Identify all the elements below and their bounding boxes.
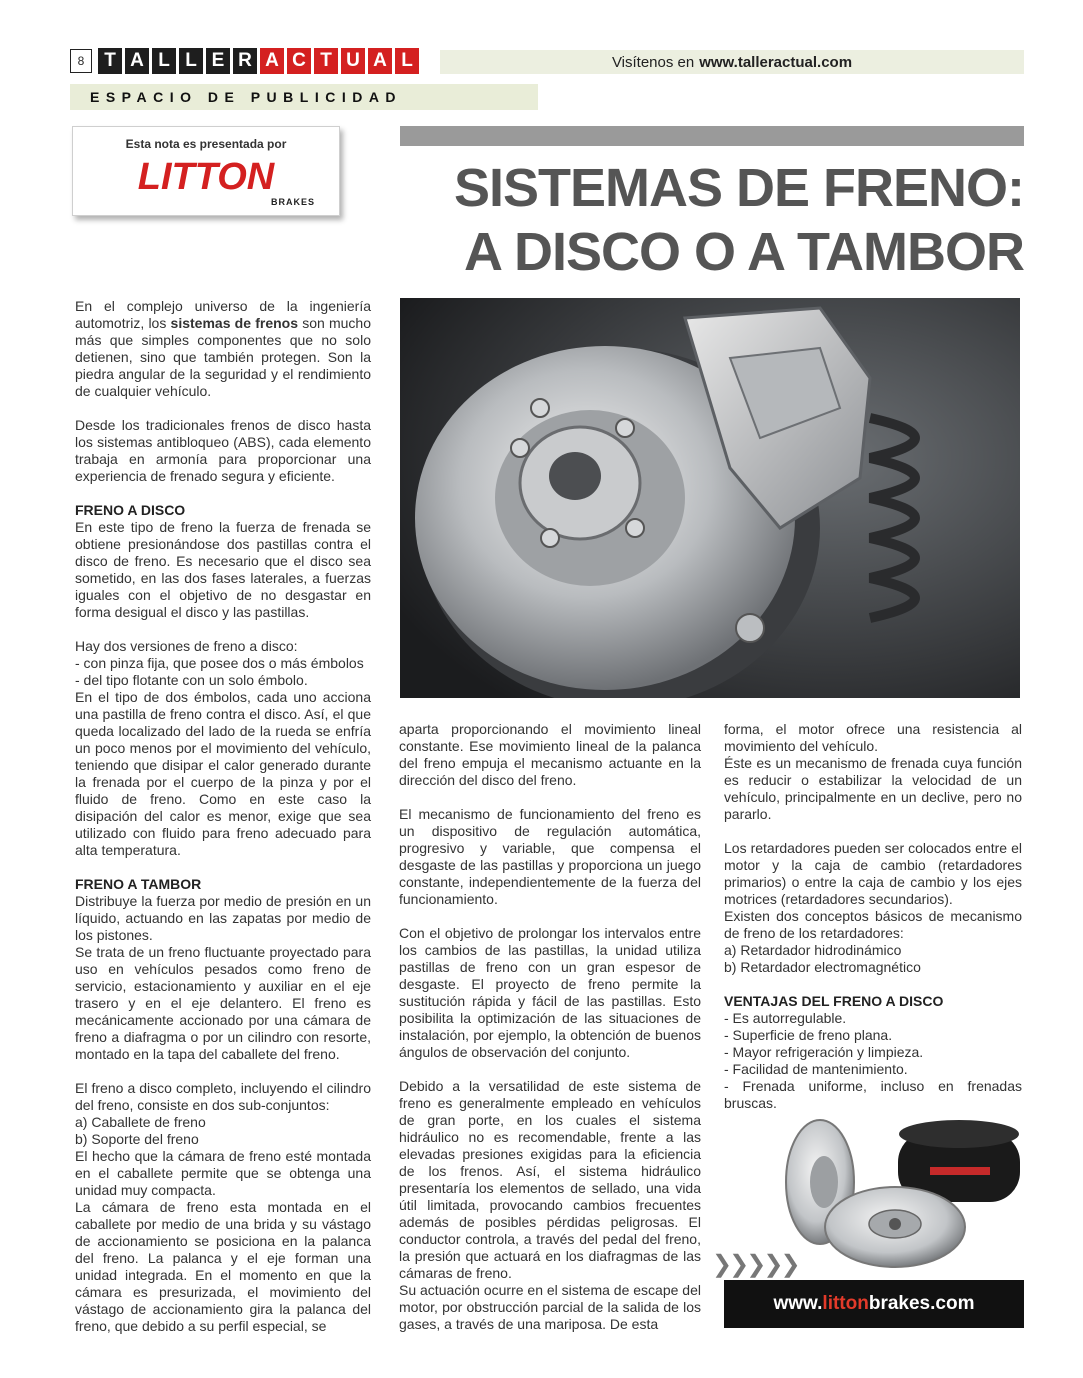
mast-letter: E — [206, 48, 230, 74]
title-bar — [400, 126, 1024, 146]
disco-paragraph-1: En este tipo de freno la fuerza de frenada se obtiene presionándose dos pastillas contra el disco de freno. Es necesario que el disco sea sometido, en las dos fases laterales, a fuerzas iguales con el objetivo de no desgastar en forma desigual el disco y las pastillas. — [75, 519, 371, 620]
advantage-item: - Mayor refrigeración y limpieza. — [724, 1044, 924, 1060]
mast-letter: A — [260, 48, 284, 74]
completo-paragraph: El freno a disco completo, incluyendo el cilindro del freno, consiste en dos sub-conjuntos: — [75, 1080, 371, 1113]
mast-letter: T — [98, 48, 122, 74]
advantage-item: - Superficie de freno plana. — [724, 1027, 893, 1043]
masthead — [70, 48, 419, 74]
subassembly-item: b) Soporte del freno — [75, 1131, 199, 1147]
mast-letter: A — [368, 48, 392, 74]
page-number: 8 — [70, 49, 92, 73]
heading-ventajas: VENTAJAS DEL FRENO A DISCO — [724, 993, 944, 1009]
masthead-logo — [98, 48, 419, 74]
advantage-item: - Frenada uniforme, incluso en frenadas bruscas. — [724, 1078, 1022, 1111]
mast-letter: T — [314, 48, 338, 74]
retardador-item: b) Retardador electromagnético — [724, 959, 921, 975]
col3-paragraph-1: forma, el motor ofrece una resistencia al movimiento del vehículo. — [724, 721, 1022, 754]
intro-paragraph-2: Desde los tradicionales frenos de disco hasta los sistemas antibloqueo (ABS), cada elemento trabaja en armonía para proporcionar una experiencia de frenado segura y eficiente. — [75, 417, 371, 484]
col2-paragraph-3: Con el objetivo de prolongar los intervalos entre los cambios de las pastillas, la unidad utiliza pastillas de freno con un gran espesor de desgaste. El proyecto de freno permite la sustitución rápida y fácil de las pastillas. Esto posibilita la optimización de las situaciones de instalación, por ejemplo, la obtención de buenos ángulos de observación del conjunto. — [399, 925, 701, 1060]
col3-paragraph-4: Existen dos conceptos básicos de mecanismo de freno de los retardadores: — [724, 908, 1022, 941]
tambor-paragraph-1: Distribuye la fuerza por medio de presión en un líquido, actuando en las zapatas por medio de los pistones. — [75, 893, 371, 943]
sponsor-box — [72, 126, 340, 216]
col2-paragraph-4: Debido a la versatilidad de este sistema de freno es generalmente empleado en vehículos de gran porte, en los cuales el sistema hidráulico no es recomendable, frente a las elevadas presiones exigidas para la eficiencia de los frenos. Así, el sistema hidráulico presentaría los elementos de sellado, una vida útil limitada, provocando cambios frecuentes además de posibles pérdidas peligrosas. El conductor controla, a través del pedal del freno, la presión que actuará en los diafragmas de las cámaras de freno. — [399, 1078, 701, 1281]
heading-freno-disco: FRENO A DISCO — [75, 502, 186, 518]
logo-sub: BRAKES — [270, 197, 315, 207]
logo-brand: LITTON — [137, 156, 275, 198]
hecho-paragraph: El hecho que la cámara de freno esté montada en el caballete permite que se obtenga una unidad muy compacta. — [75, 1148, 371, 1198]
visit-text: Visítenos en — [611, 53, 695, 71]
versions-intro: Hay dos versiones de freno a disco: — [75, 638, 298, 654]
subassembly-item: a) Caballete de freno — [75, 1114, 206, 1130]
mast-letter: C — [287, 48, 311, 74]
mast-letter: L — [395, 48, 419, 74]
mast-letter: A — [125, 48, 149, 74]
col2-paragraph-1: aparta proporcionando el movimiento lineal constante. Ese movimiento lineal de la palanca del freno empuja el mecanismo actuante en la dirección del disco del freno. — [399, 721, 701, 788]
version-item: - con pinza fija, que posee dos o más émbolos — [75, 655, 364, 671]
mast-letter: R — [233, 48, 257, 74]
advantage-item: - Es autorregulable. — [724, 1010, 847, 1026]
tambor-paragraph-2: Se trata de un freno fluctuante proyectado para uso en vehículos pesados como freno de servicio, estacionamiento y auxiliar en el eje trasero y en el eje delantero. El freno es mecánicamente accionado por una cámara de freno a diafragma o por un cilindro con resorte, montado en la tapa del caballete del freno. — [75, 944, 371, 1062]
column-1 — [75, 298, 371, 1335]
litton-url-banner[interactable]: www. litton brakes.com — [724, 1280, 1024, 1328]
col3-paragraph-2: Éste es un mecanismo de frenada cuya función es reducir o estabilizar la velocidad de un vehículo, principalmente en un declive, pero no pararlo. — [724, 755, 1022, 822]
disco-paragraph-2: En el tipo de dos émbolos, cada uno acciona una pastilla de freno contra el disco. Así, el que queda localizado del lado de la rueda se enfría un poco menos por el movimiento del vehículo, teniendo que disipar el calor generado durante la frenada por el cuerpo de la pinza y por el fluido de freno. Como en este caso la disipación del calor es menor, exige que sea utilizado con fluido para freno adecuado para alta temperatura. — [75, 689, 371, 858]
article-title — [400, 156, 1024, 284]
litton-logo — [93, 153, 319, 209]
brake-disc-photo — [400, 298, 1020, 698]
visit-banner — [440, 50, 1024, 74]
mast-letter: U — [341, 48, 365, 74]
mast-letter: L — [179, 48, 203, 74]
column-3 — [724, 721, 1022, 1112]
sponsor-caption: Esta nota es presentada por — [125, 137, 287, 151]
retardador-item: a) Retardador hidrodinámico — [724, 942, 902, 958]
visit-url[interactable]: www.talleractual.com — [699, 53, 853, 71]
title-line-1: SISTEMAS DE FRENO: — [453, 158, 1024, 218]
version-item: - del tipo flotante con un solo émbolo. — [75, 672, 308, 688]
title-line-2: A DISCO O A TAMBOR — [464, 222, 1024, 282]
col2-paragraph-5: Su actuación ocurre en el sistema de escape del motor, por obstrucción parcial de la salida de los gases, a través de una mariposa. De esta — [399, 1282, 701, 1332]
section-label: ESPACIO DE PUBLICIDAD — [70, 84, 538, 110]
advantage-item: - Facilidad de mantenimiento. — [724, 1061, 908, 1077]
heading-freno-tambor: FRENO A TAMBOR — [75, 876, 202, 892]
column-2 — [399, 721, 701, 1333]
mast-letter: L — [152, 48, 176, 74]
col2-paragraph-2: El mecanismo de funcionamiento del freno es un dispositivo de regulación automática, progresivo y variable, que compensa el desgaste de las pastillas y proporciona un juego constante, independientemente de la fuerza del funcionamiento. — [399, 806, 701, 907]
col3-paragraph-3: Los retardadores pueden ser colocados entre el motor y la caja de cambio (retardadores primarios) o entre la caja de cambio y los ejes motrices (retardadores secundarios). — [724, 840, 1022, 907]
products-photo — [780, 1112, 1024, 1272]
chevrons-icon: ❯❯❯❯❯ — [712, 1251, 798, 1278]
camara-paragraph: La cámara de freno esta montada en el caballete por medio de una brida y su vástago de accionamiento se posiciona en la palanca del freno. La palanca y el eje forman una unidad integrada. En el momento en que la cámara es presurizada, el movimiento del vástago de accionamiento gira la palanca del freno, que debido a su perfil especial, se — [75, 1199, 371, 1334]
intro-paragraph-1: En el complejo universo de la ingeniería automotriz, los sistemas de frenos son mucho más que simples componentes que no solo detienen, sino que también protegen. Son la piedra angular de la seguridad y el rendimiento de cualquier vehículo. — [75, 298, 371, 399]
